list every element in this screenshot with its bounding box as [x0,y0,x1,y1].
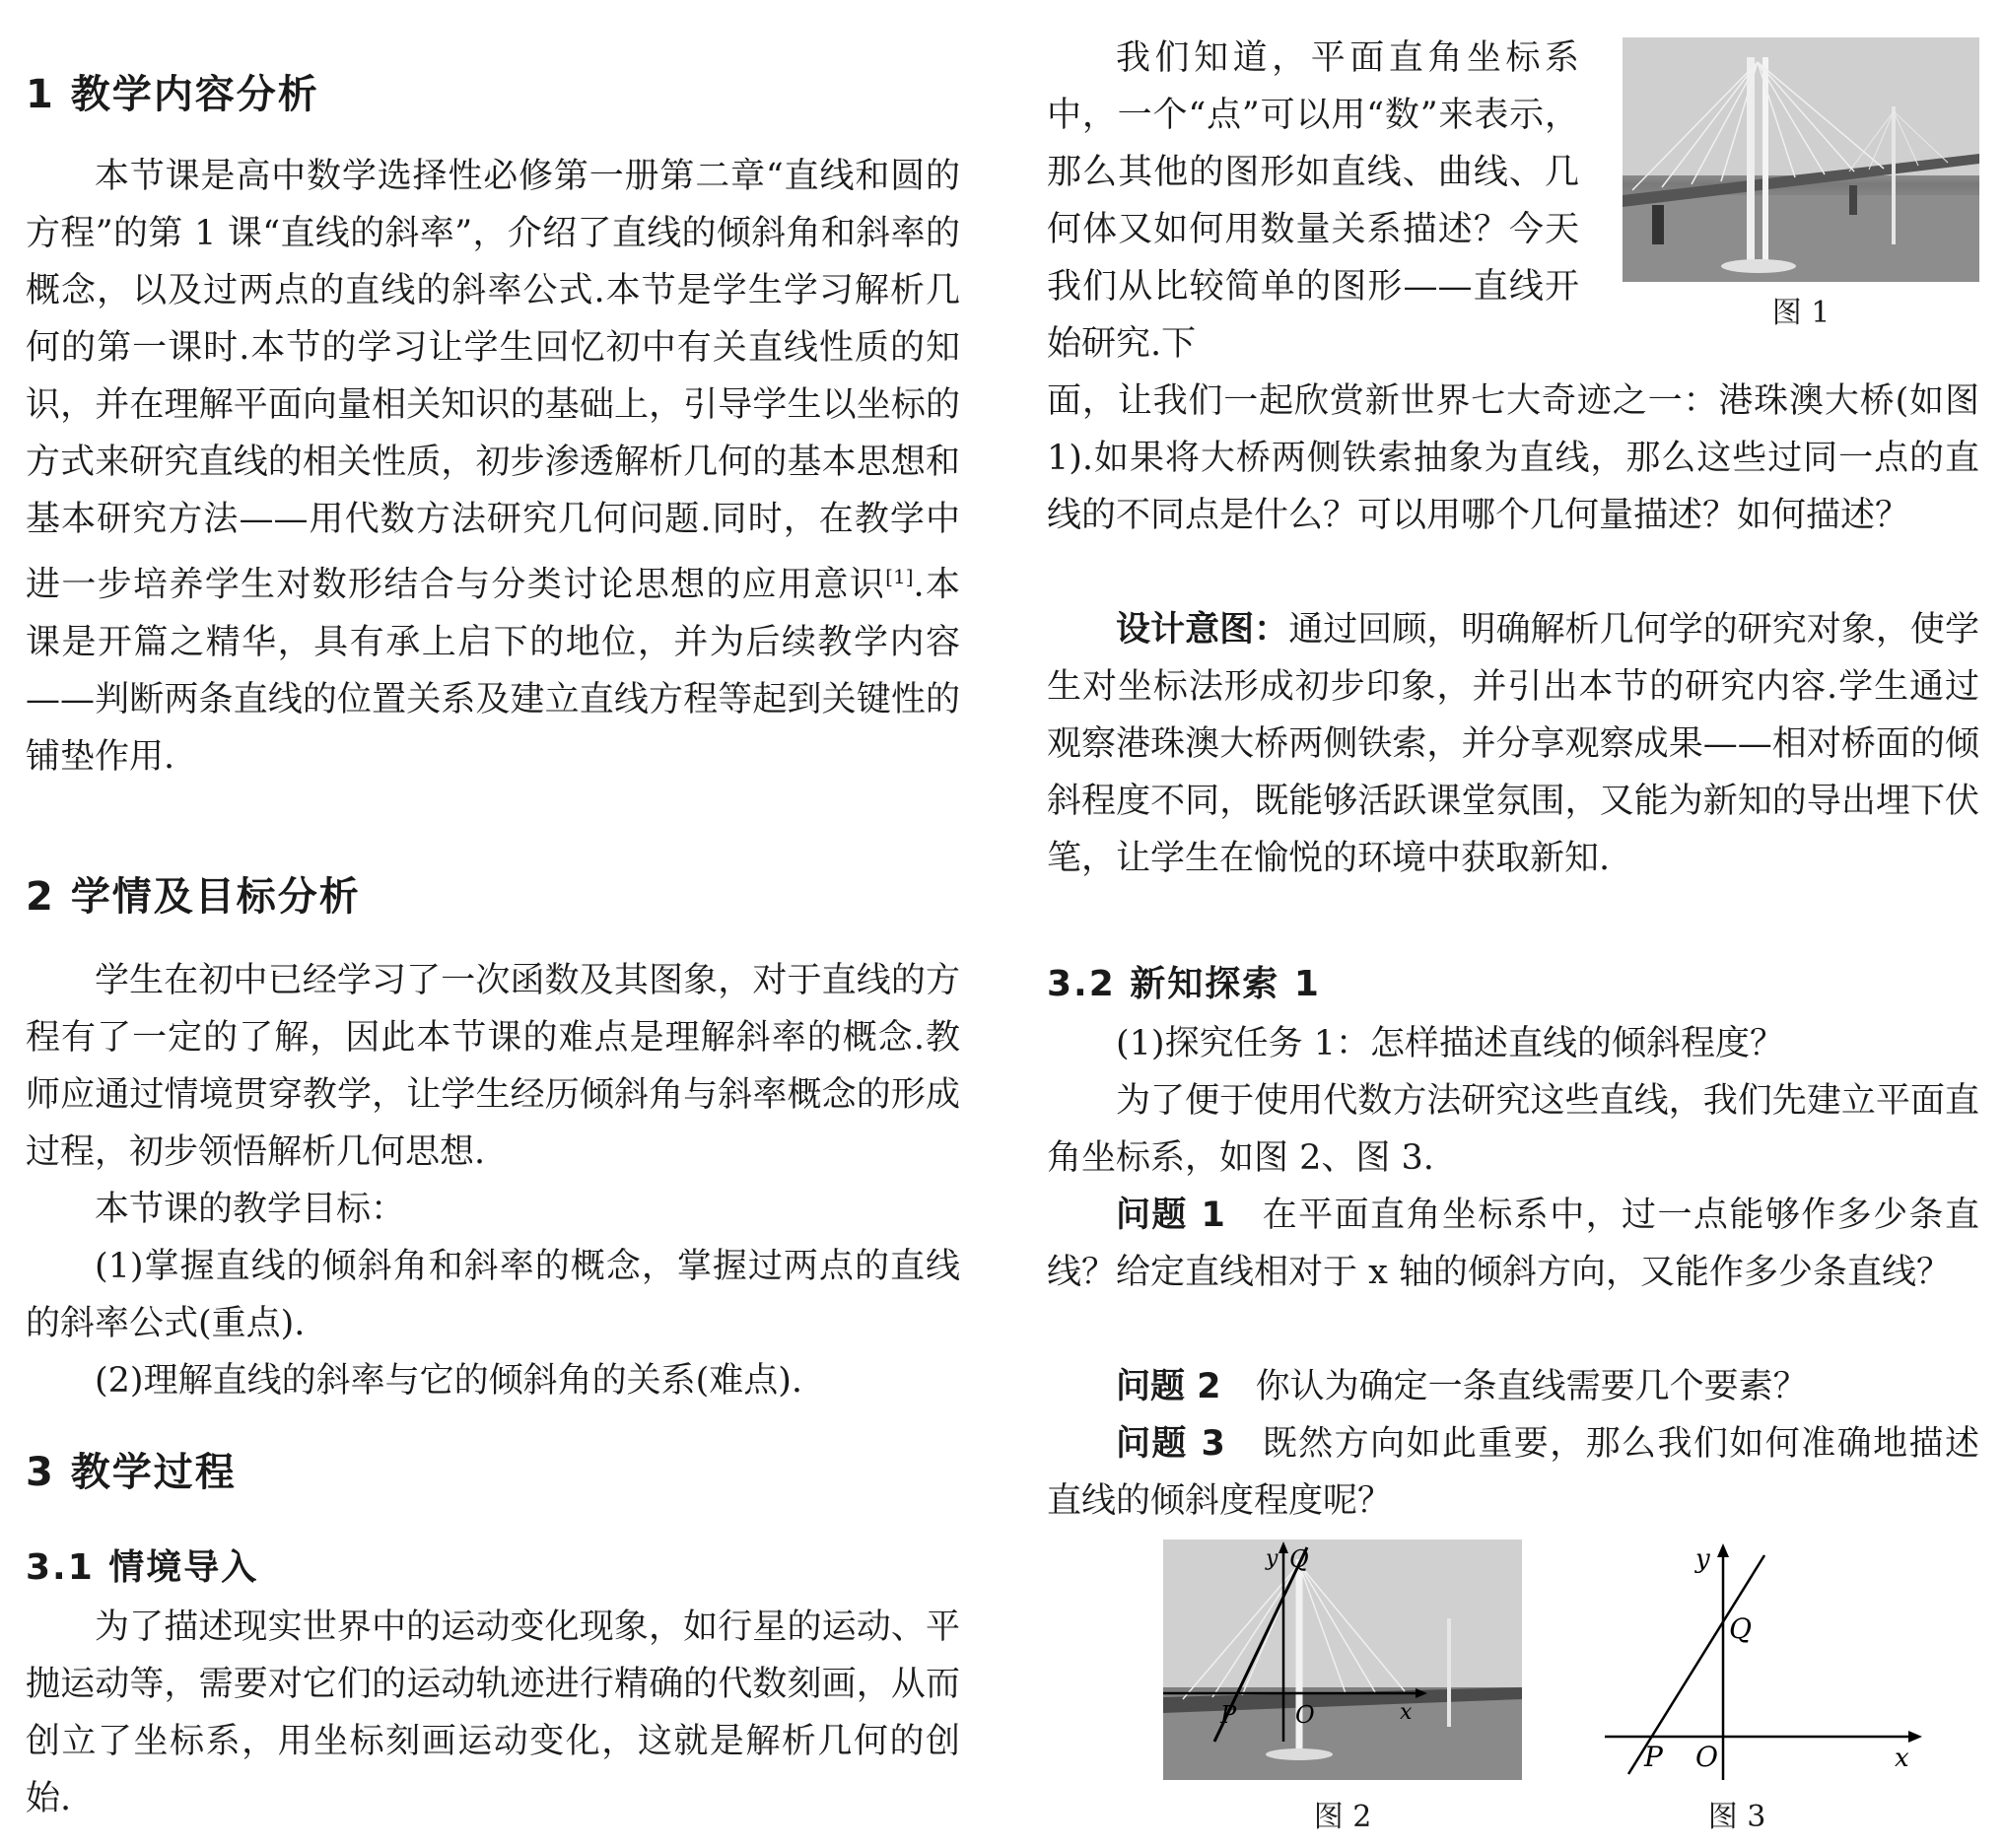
question-3 [1047,1415,1979,1530]
question-3-label: 问题 3 [1116,1424,1225,1464]
section-3-1-title: 3.1 情境导入 [26,1547,259,1588]
question-3-text: 既然方向如此重要，那么我们如何准确地描述直线的倾斜度程度呢？ [1047,1424,1979,1521]
fig3-label-O: O [1695,1741,1718,1773]
section-1-text: 本节课是高中数学选择性必修第一册第二章“直线和圆的方程”的第 1 课“直线的斜率”，介绍了直线的倾斜角和斜率的概念，以及过两点的直线的斜率公式.本节是学生学习解析几何的第一课时.本节的学习让学生回忆初中有关直线性质的知识，并在理解平面向量相关知识的基础上，引导学生以坐标的方式来研究直线的相关性质，初步渗透解析几何的基本思想和基本研究方法——用代数方法研究几何问题.同时，在教学中进一步培养学生对数形结合与分类讨论思想的应用意识 [26,157,960,605]
question-1 [1047,1187,1979,1301]
section-3-2-title: 3.2 新知探索 1 [1047,964,1321,1004]
intro-paragraph-full: 面，让我们一起欣赏新世界七大奇迹之一：港珠澳大桥(如图 1).如果将大桥两侧铁索抽象为直线，那么这些过同一点的直线的不同点是什么？可以用哪个几何量描述？如何描述？ [1047,381,1979,535]
section-2-paragraph: 学生在初中已经学习了一次函数及其图象，对于直线的方程有了一定的了解，因此本节课的难点是理解斜率的概念.教师应通过情境贯穿教学，让学生经历倾斜角与斜率概念的形成过程，初步领悟解析几何思想. [26,961,960,1172]
section-3-1-paragraph: 为了描述现实世界中的运动变化现象，如行星的运动、平抛运动等，需要对它们的运动轨迹进行精确的代数刻画，从而创立了坐标系，用坐标刻画运动变化，这就是解析几何的创始. [26,1608,960,1818]
section-1-paragraph [26,148,960,786]
question-2-label: 问题 2 [1116,1367,1221,1406]
fig3-label-y: y [1695,1544,1710,1574]
fig3-label-Q: Q [1729,1612,1752,1645]
question-2 [1047,1358,1979,1415]
question-1-label: 问题 1 [1116,1196,1225,1235]
figure-1-bridge-photo [1623,37,1979,282]
question-1-text: 在平面直角坐标系中，过一点能够作多少条直线？给定直线相对于 x 轴的倾斜方向，又能作多少条直线？ [1047,1196,1979,1292]
figure-3-caption: 图 3 [1707,1800,1766,1834]
design-intent-label: 设计意图： [1116,610,1289,650]
fig2-label-y: y [1266,1546,1278,1571]
figure-2-bridge-coordinates [1163,1540,1522,1780]
objectives-intro: 本节课的教学目标： [95,1190,406,1229]
task-1: (1)探究任务 1：怎样描述直线的倾斜程度？ [1116,1024,1784,1063]
fig2-label-O: O [1295,1701,1315,1729]
figure-1-caption: 图 1 [1771,296,1831,330]
figure-2-caption: 图 2 [1313,1800,1372,1834]
section-2-title: 2 学情及目标分析 [26,874,361,920]
fig2-label-x: x [1400,1700,1413,1725]
objective-2: (2)理解直线的斜率与它的倾斜角的关系(难点). [95,1361,803,1401]
fig3-label-P: P [1644,1741,1663,1773]
section-1-text-tail: .本课是开篇之精华，具有承上启下的地位，并为后续教学内容——判断两条直线的位置关系及建立直线方程等起到关键性的铺垫作用. [26,565,960,777]
fig3-label-x: x [1895,1744,1909,1773]
intro-paragraph-wrapped: 我们知道，平面直角坐标系中，一个“点”可以用“数”来表示，那么其他的图形如直线、曲线、几何体又如何用数量关系描述？今天我们从比较简单的图形——直线开始研究.下 [1047,38,1579,364]
section-1-title: 1 教学内容分析 [26,72,319,117]
section-3-title: 3 教学过程 [26,1450,237,1495]
figure-3-diagram [1599,1538,1934,1784]
objective-1: (1)掌握直线的倾斜角和斜率的概念，掌握过两点的直线的斜率公式(重点). [26,1247,960,1343]
fig2-label-P: P [1220,1701,1237,1729]
task-1-paragraph: 为了便于使用代数方法研究这些直线，我们先建立平面直角坐标系，如图 2、图 3. [1047,1081,1979,1178]
design-intent-paragraph [1047,601,1979,887]
question-2-text: 你认为确定一条直线需要几个要素？ [1255,1367,1808,1406]
citation-ref: [1] [885,565,914,588]
design-intent-text: 通过回顾，明确解析几何学的研究对象，使学生对坐标法形成初步印象，并引出本节的研究内容.学生通过观察港珠澳大桥两侧铁索，并分享观察成果——相对桥面的倾斜程度不同，既能够活跃课堂氛围，又能为新知的导出埋下伏笔，让学生在愉悦的环境中获取新知. [1047,610,1979,878]
fig2-label-Q: Q [1289,1545,1309,1573]
